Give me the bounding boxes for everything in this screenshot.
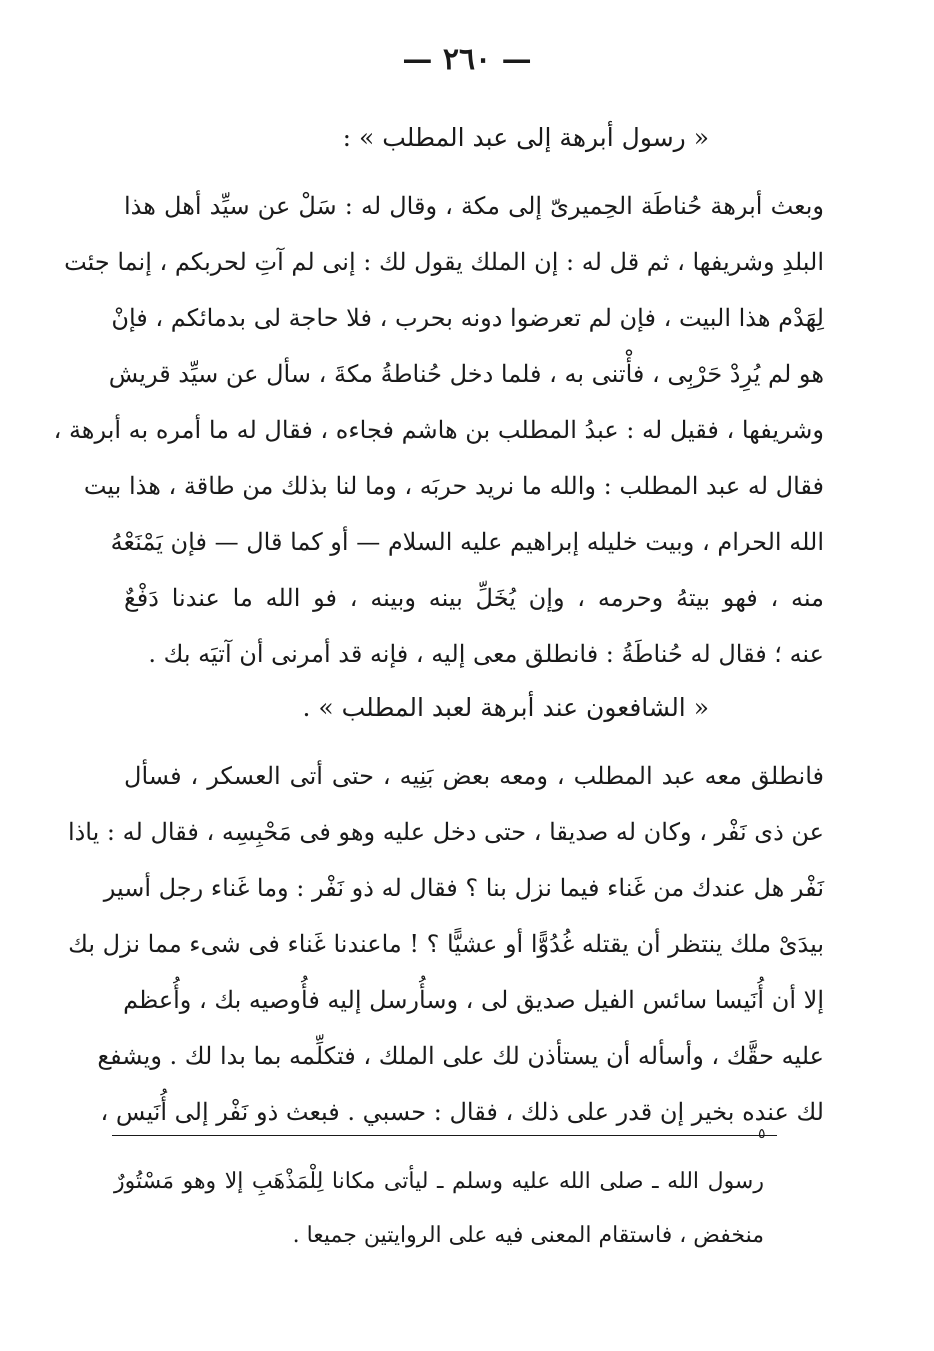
- footnote-line: رسول الله ـ صلى الله عليه وسلم ـ ليأتى مكانا لِلْمَذْهَبِ إلا وهو مَسْتُورٌ: [114, 1169, 764, 1194]
- section-heading-messenger: « رسول أبرهة إلى عبد المطلب » :: [342, 123, 709, 152]
- text-line: وبعث أبرهة حُناطَة الحِميرىّ إلى مكة ، وقال له : سَلْ عن سيِّد أهل هذا: [124, 192, 824, 220]
- text-line: منه ، فهو بيتهُ وحرمه ، وإن يُخَلِّ بينه وبينه ، فو الله ما عندنا دَفْعٌ: [124, 584, 824, 612]
- footnote-marker: ٥: [758, 1126, 766, 1142]
- footnote-divider: [112, 1135, 777, 1136]
- text-line: بيدَىْ ملك ينتظر أن يقتله غُدُوًّا أو عشيًّا ؟ ! ماعندنا غَناء فى شىء مما نزل بك: [68, 930, 824, 958]
- text-line: لِهَدْم هذا البيت ، فإن لم تعرضوا دونه بحرب ، فلا حاجة لى بدمائكم ، فإنْ: [111, 304, 824, 332]
- text-line: وشريفها ، فقيل له : عبدُ المطلب بن هاشم فجاءه ، فقال له ما أمره به أبرهة ،: [53, 416, 824, 444]
- page-number: — ٢٦٠ —: [402, 42, 532, 77]
- text-line: عن ذى نَفْر ، وكان له صديقا ، حتى دخل عليه وهو فى مَحْبِسِه ، فقال له : ياذا: [67, 818, 824, 846]
- section-heading-intercessors: « الشافعون عند أبرهة لعبد المطلب » .: [302, 693, 709, 722]
- text-line: البلدِ وشريفها ، ثم قل له : إن الملك يقول لك : إنى لم آتِ لحربكم ، إنما جئت: [64, 248, 824, 276]
- text-line: فقال له عبد المطلب : والله ما نريد حربَه ، وما لنا بذلك من طاقة ، هذا بيت: [83, 472, 824, 500]
- paragraph-intercessors: [67, 748, 824, 1140]
- text-line: لك عنده بخير إن قدر على ذلك ، فقال : حسبي . فبعث ذو نَفْر إلى أُنَيس ،: [100, 1098, 824, 1126]
- text-line: هو لم يُرِدْ حَرْبِى ، فأْتنى به ، فلما دخل حُناطةُ مكةَ ، سأل عن سيِّد قريش: [108, 360, 824, 388]
- text-line: فانطلق معه عبد المطلب ، ومعه بعض بَنِيه ، حتى أتى العسكر ، فسأل: [124, 762, 824, 790]
- text-line: عليه حقَّك ، وأسأله أن يستأذن لك على الملك ، فتكلِّمه بما بدا لك . ويشفع: [97, 1042, 824, 1070]
- text-line: الله الحرام ، وبيت خليله إبراهيم عليه السلام — أو كما قال — فإن يَمْنَعْهُ: [110, 528, 824, 556]
- footnote: [114, 1155, 764, 1263]
- text-line: نَفْر هل عندك من غَناء فيما نزل بنا ؟ فقال له ذو نَفْر : وما غَناء رجل أسير: [103, 874, 824, 902]
- text-line: إلا أن أُنَيسا سائس الفيل صديق لى ، وسأُرسل إليه فأُوصيه بك ، وأُعظم: [123, 986, 824, 1014]
- footnote-line: منخفض ، فاستقام المعنى فيه على الروايتين جميعا .: [292, 1223, 764, 1248]
- text-line: عنه ؛ فقال له حُناطَةُ : فانطلق معى إليه ، فإنه قد أمرنى أن آتيَه بك .: [148, 640, 824, 668]
- paragraph-messenger: [53, 178, 824, 682]
